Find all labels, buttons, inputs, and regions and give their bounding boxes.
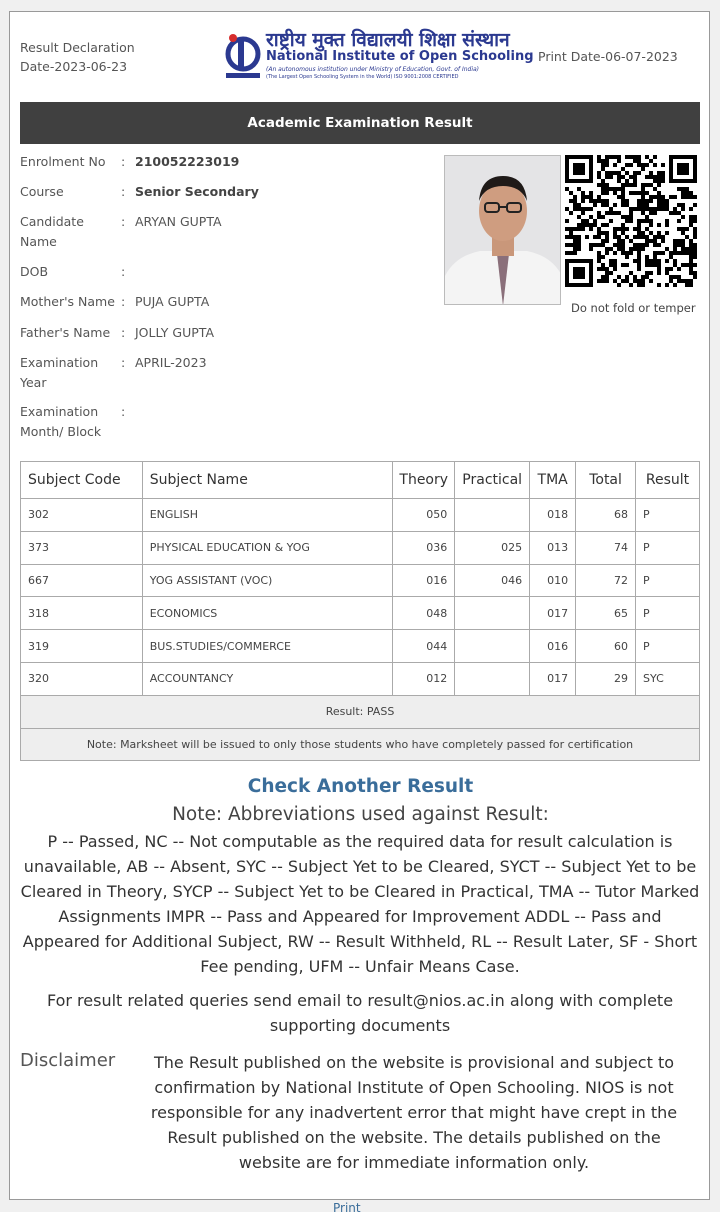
theory-cell: 016 xyxy=(393,564,455,597)
info-colon: : xyxy=(121,154,126,169)
total-cell: 60 xyxy=(576,630,636,663)
header-result: Result xyxy=(636,462,700,499)
overall-result-row xyxy=(21,695,700,728)
exam-year-value: APRIL-2023 xyxy=(135,355,207,370)
tma-cell: 018 xyxy=(530,499,576,532)
tma-cell: 017 xyxy=(530,662,576,695)
result-declaration-date xyxy=(20,38,180,76)
disclaimer-label: Disclaimer xyxy=(20,1050,116,1071)
qr-code xyxy=(565,155,697,287)
info-label: Course xyxy=(20,184,64,199)
result-cell: P xyxy=(636,630,700,663)
disclaimer-text: The Result published on the website is provisional and subject to confirmation by National Institute of Open Schooling. NIOS is not responsible for any inadvertent error that might have crept in the Result published on the website. The details published on the website are for immediate information only. xyxy=(150,1053,678,1172)
table-row xyxy=(21,564,700,597)
table-row xyxy=(21,531,700,564)
subject-code-cell: 319 xyxy=(21,630,143,663)
subject-name-cell: ACCOUNTANCY xyxy=(142,662,393,695)
total-cell: 65 xyxy=(576,597,636,630)
info-label: Candidate Name xyxy=(20,214,84,249)
table-row xyxy=(21,630,700,663)
logo-subtitle: (An autonomous institution under Ministry of Education, Govt. of India) xyxy=(266,66,480,73)
theory-cell: 044 xyxy=(393,630,455,663)
subject-code-cell: 320 xyxy=(21,662,143,695)
info-label: Examination Year xyxy=(20,355,99,390)
subject-code-cell: 302 xyxy=(21,499,143,532)
total-cell: 72 xyxy=(576,564,636,597)
result-cell: SYC xyxy=(636,662,700,695)
tma-cell: 017 xyxy=(530,597,576,630)
theory-cell: 050 xyxy=(393,499,455,532)
theory-cell: 012 xyxy=(393,662,455,695)
info-colon: : xyxy=(121,184,126,199)
info-label: Enrolment No xyxy=(20,154,106,169)
subject-code-cell: 667 xyxy=(21,564,143,597)
father-name-value: JOLLY GUPTA xyxy=(135,325,214,340)
abbreviations-title: Note: Abbreviations used against Result: xyxy=(172,804,549,825)
total-cell: 68 xyxy=(576,499,636,532)
nios-logo xyxy=(224,26,534,86)
practical-cell: 025 xyxy=(455,531,530,564)
course-value: Senior Secondary xyxy=(135,184,259,199)
marks-header-row xyxy=(21,462,700,499)
subject-name-cell: ENGLISH xyxy=(142,499,393,532)
logo-english-text xyxy=(266,49,534,64)
mother-name-value: PUJA GUPTA xyxy=(135,294,210,309)
header-practical: Practical xyxy=(455,462,530,499)
print-link[interactable]: Print xyxy=(333,1201,361,1212)
subject-code-cell: 318 xyxy=(21,597,143,630)
tma-cell: 013 xyxy=(530,531,576,564)
subject-code-cell: 373 xyxy=(21,531,143,564)
candidate-photo-image xyxy=(445,156,561,305)
logo-hindi-text: राष्ट्रीय मुक्त विद्यालयी शिक्षा संस्थान xyxy=(266,29,510,51)
practical-cell xyxy=(455,597,530,630)
info-label: Father's Name xyxy=(20,325,111,340)
practical-cell xyxy=(455,662,530,695)
logo-english-prefix: National Institute of xyxy=(266,49,419,64)
table-row xyxy=(21,597,700,630)
qr-caption: Do not fold or temper xyxy=(571,301,696,315)
info-label: Examination Month/ Block xyxy=(20,404,102,439)
info-colon: : xyxy=(121,294,126,309)
candidate-photo xyxy=(444,155,561,305)
result-cell: P xyxy=(636,597,700,630)
page-title-banner: Academic Examination Result xyxy=(20,102,700,144)
header-subject-name: Subject Name xyxy=(142,462,393,499)
info-colon: : xyxy=(121,214,126,229)
query-text: For result related queries send email to result@nios.ac.in along with complete supporting documents xyxy=(46,991,674,1035)
table-row xyxy=(21,662,700,695)
marks-table xyxy=(20,461,700,761)
overall-result: Result: PASS xyxy=(21,695,700,728)
info-colon: : xyxy=(121,355,126,370)
result-declaration-value: Date-2023-06-23 xyxy=(20,59,128,74)
enrolment-value: 210052223019 xyxy=(135,154,240,169)
print-date: Print Date-06-07-2023 xyxy=(538,49,678,64)
header-subject-code: Subject Code xyxy=(21,462,143,499)
header-total: Total xyxy=(576,462,636,499)
marksheet-note-row xyxy=(21,728,700,761)
info-colon: : xyxy=(121,404,126,419)
qr-code-graphic xyxy=(565,155,697,287)
result-sheet xyxy=(9,11,710,1200)
subject-name-cell: BUS.STUDIES/COMMERCE xyxy=(142,630,393,663)
header-tma: TMA xyxy=(530,462,576,499)
subject-name-cell: ECONOMICS xyxy=(142,597,393,630)
header-theory: Theory xyxy=(393,462,455,499)
practical-cell xyxy=(455,499,530,532)
theory-cell: 036 xyxy=(393,531,455,564)
logo-tagline: (The Largest Open Schooling System in the World) ISO 9001:2008 CERTIFIED xyxy=(266,74,459,80)
check-another-result-link[interactable]: Check Another Result xyxy=(247,776,474,797)
total-cell: 74 xyxy=(576,531,636,564)
practical-cell: 046 xyxy=(455,564,530,597)
result-cell: P xyxy=(636,564,700,597)
info-label: DOB xyxy=(20,264,49,279)
info-colon: : xyxy=(121,264,126,279)
marksheet-note: Note: Marksheet will be issued to only those students who have completely passed for certification xyxy=(21,728,700,761)
nios-emblem-icon xyxy=(224,28,262,82)
theory-cell: 048 xyxy=(393,597,455,630)
result-cell: P xyxy=(636,531,700,564)
logo-english-bold: Open Schooling xyxy=(418,49,534,64)
subject-name-cell: YOG ASSISTANT (VOC) xyxy=(142,564,393,597)
subject-name-cell: PHYSICAL EDUCATION & YOG xyxy=(142,531,393,564)
abbreviations-text: P -- Passed, NC -- Not computable as the required data for result calculation is unavailable, AB -- Absent, SYC -- Subject Yet to be Cleared, SYCT -- Subject Yet to be Cleared in Theory, SYCP -- Subject Yet to be Cleared in Practical, TMA -- Tutor Marked Assignments IMPR -- Pass and Appeared for Improvement ADDL -- Pass and Appeared for Additional Subject, RW -- Result Withheld, RL -- Result Later, SF - Short Fee pending, UFM -- Unfair Means Case. xyxy=(20,832,700,976)
info-label: Mother's Name xyxy=(20,294,115,309)
info-colon: : xyxy=(121,325,126,340)
tma-cell: 016 xyxy=(530,630,576,663)
result-cell: P xyxy=(636,499,700,532)
result-declaration-label: Result Declaration xyxy=(20,40,135,55)
candidate-name-value: ARYAN GUPTA xyxy=(135,214,222,229)
practical-cell xyxy=(455,630,530,663)
tma-cell: 010 xyxy=(530,564,576,597)
table-row xyxy=(21,499,700,532)
total-cell: 29 xyxy=(576,662,636,695)
